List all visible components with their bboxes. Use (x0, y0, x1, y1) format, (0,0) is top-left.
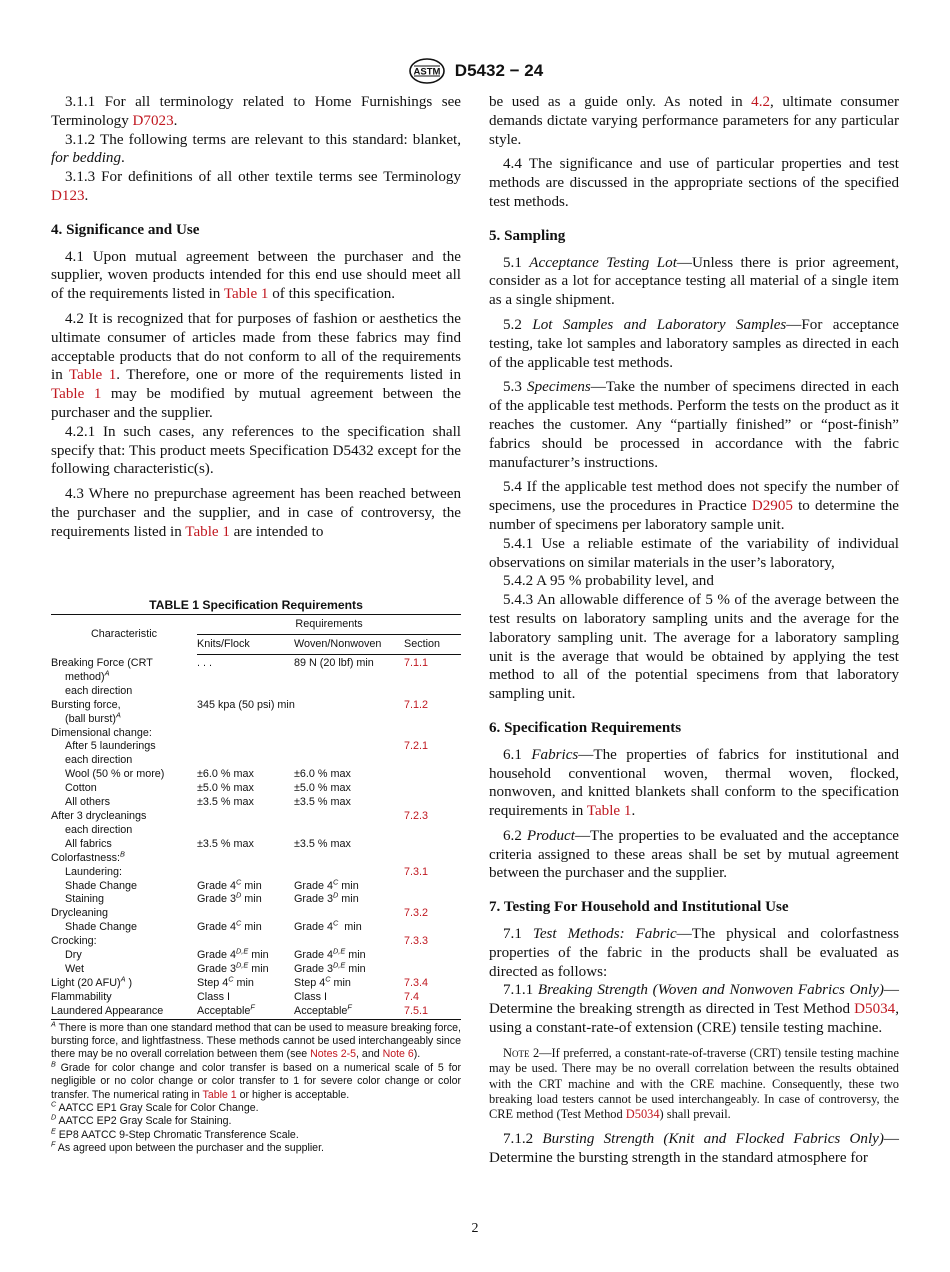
spec-table (51, 614, 461, 1020)
table-row: Shade Change Grade $4^C$ min Grade $4^C$ min (65, 918, 362, 934)
heading-section-4: 4. Significance and Use (51, 221, 200, 238)
section-link[interactable]: 7.3.3 (404, 935, 429, 948)
para-4-2-1: 4.2.1 In such cases, any references to the specification shall specify that: This product meets Specification D5432 except for the following characteristic(s). (51, 423, 461, 478)
note-2: Note 2—If preferred, a constant-rate-of-traverse (CRT) tensile testing machine may be used. There may be no overall correlation between the results obtained with the CRT machine and with the CRE machine. Consequently, these two breaking load testers cannot be used interchangeably. In case of controversy, the CRE method (Test Method D5034) shall prevail. (489, 1045, 899, 1122)
para-3-1-2: 3.1.2 The following terms are relevant to this standard: blanket, for bedding. (51, 131, 461, 167)
footnote-b: $^B$ Grade for color change and color transfer is based on a numerical scale of 5 for negligible or no color change or color transfer to 1 for severe color change or color transfer. The numerical rating in Table 1 or higher is acceptable. (51, 1059, 461, 1101)
link-d7023[interactable]: D7023 (132, 112, 174, 129)
link-table-1[interactable]: Table 1 (586, 803, 632, 820)
section-link[interactable]: 7.2.1 (404, 740, 429, 753)
para-5-4-3: 5.4.3 An allowable difference of 5 % of the average between the test results on laboratory sampling units and the average for the laboratory sampling unit. The average for a laboratory sampling unit is the average that would be obtained by applying the test method to all of the potential specimens from that laboratory sampling unit. (489, 592, 899, 703)
section-link[interactable]: 7.2.3 (404, 809, 429, 822)
footnote-f: $^F$ As agreed upon between the purchaser and the supplier. (51, 1139, 324, 1155)
link-table-1[interactable]: Table 1 (185, 523, 230, 540)
section-link[interactable]: 7.1.2 (404, 698, 429, 711)
table-row: Staining Grade $3^D$ min Grade $3^D$ min (65, 890, 359, 906)
section-link[interactable]: 7.3.4 (404, 976, 429, 989)
table-row: Colorfastness:$^B$ (51, 849, 125, 864)
link-table-1[interactable]: Table 1 (68, 367, 117, 384)
table-row: Light (20 AFU)$^A$ ) Step $4^C$ min Step $4^C$ min 7.3.4 (51, 974, 429, 989)
table-row: method)$^A$ (65, 668, 110, 683)
right-column (489, 93, 899, 1167)
para-6-1: 6.1 Fabrics—The properties of fabrics for institutional and household conventional woven, thermal woven, flocked, nonwoven, and knitted blankets shall conform to the specification requirements in Table 1. (489, 746, 899, 820)
col-knits-flock: Knits/Flock (197, 635, 294, 655)
col-woven-nonwoven: Woven/Nonwoven (294, 635, 404, 655)
col-characteristic: Characteristic (51, 615, 197, 655)
col-section: Section (404, 635, 461, 655)
link-d123[interactable]: D123 (51, 187, 85, 204)
table-row: All others ±3.5 % max ±3.5 % max (65, 796, 351, 809)
footnote-c: $^C$ AATCC EP1 Gray Scale for Color Change. (51, 1099, 259, 1114)
table-row: Bursting force, 345 kpa (50 psi) min 7.1.2 (51, 698, 429, 711)
table-1 (51, 596, 461, 1156)
para-5-3: 5.3 Specimens—Take the number of specimens directed in each of the applicable test methods. Perform the tests on the product as it reaches the customer. Any “partially finished” or “post-finish” fabrics should be processed in accordance with the fabric manufacturer’s instructions. (489, 379, 900, 471)
para-5-4: 5.4 If the applicable test method does not specify the number of specimens, use the procedures in Practice D2905 to determine the number of specimens per laboratory sample unit. (489, 479, 899, 533)
table-row: Cotton ±5.0 % max ±5.0 % max (65, 782, 351, 795)
section-link[interactable]: 7.3.2 (404, 907, 429, 920)
section-link[interactable]: 7.4 (404, 990, 420, 1003)
table-row: Laundering: 7.3.1 (65, 865, 429, 878)
table-row: (ball burst)$^A$ (65, 710, 121, 725)
link-d5034[interactable]: D5034 (625, 1107, 660, 1122)
document-code: D5432 − 24 (454, 61, 544, 80)
link-d2905[interactable]: D2905 (751, 498, 793, 515)
footnote-d: $^D$ AATCC EP2 Gray Scale for Staining. (51, 1112, 232, 1128)
para-3-1-3: 3.1.3 For definitions of all other textile terms see Terminology D123. (51, 169, 461, 204)
para-5-4-1: 5.4.1 Use a reliable estimate of the variability of individual observations on similar materials in the user’s laboratory, (489, 535, 899, 571)
table-row: Drycleaning 7.3.2 (51, 907, 429, 920)
para-3-1-1: 3.1.1 For all terminology related to Home Furnishings see Terminology D7023. (51, 94, 461, 129)
section-link[interactable]: 7.5.1 (404, 1004, 429, 1017)
para-4-3: 4.3 Where no prepurchase agreement has been reached between the purchaser and the supplier, and in case of controversy, the requirements listed in Table 1 are intended to (51, 486, 461, 540)
page-header (0, 57, 950, 85)
table-row: each direction (65, 823, 133, 836)
table-row: Crocking: 7.3.3 (51, 935, 429, 948)
table-footnotes (51, 1019, 461, 1156)
table-title: TABLE 1 Specification Requirements (149, 598, 363, 612)
para-4-1: 4.1 Upon mutual agreement between the purchaser and the supplier, woven products intended for this end use should meet all of the requirements listed in Table 1 of this specification. (51, 248, 461, 303)
table-row: After 5 launderings 7.2.1 (65, 740, 429, 753)
heading-section-5: 5. Sampling (489, 227, 566, 244)
para-5-1: 5.1 Acceptance Testing Lot—Unless there is prior agreement, consider as a lot for acceptance testing all material of a single item as a single shipment. (489, 254, 899, 309)
para-7-1-1: 7.1.1 Breaking Strength (Woven and Nonwoven Fabrics Only)—Determine the breaking strength as directed in Test Method D5034, using a constant-rate-of extension (CRE) tensile testing machine. (489, 982, 899, 1037)
table-row: Wool (50 % or more) ±6.0 % max ±6.0 % max (65, 768, 351, 781)
link-table-1[interactable]: Table 1 (202, 1088, 237, 1101)
astm-logo-text: ASTM (413, 66, 441, 78)
table-row: Wet Grade $3^{D,E}$ min Grade $3^{D,E}$ min (65, 960, 366, 975)
link-table-1[interactable]: Table 1 (223, 286, 269, 303)
section-link[interactable]: 7.3.1 (404, 865, 429, 878)
astm-logo-icon (407, 57, 447, 85)
table-row: All fabrics ±3.5 % max ±3.5 % max (65, 837, 351, 850)
page-number: 2 (471, 1221, 479, 1236)
table-row: Flammability Class I Class I 7.4 (51, 990, 420, 1003)
para-5-4-2: 5.4.2 A 95 % probability level, and (503, 573, 714, 590)
left-column (51, 93, 461, 542)
heading-section-6: 6. Specification Requirements (489, 719, 682, 736)
link-notes-2-5[interactable]: Notes 2-5 (310, 1048, 357, 1061)
para-4-2: 4.2 It is recognized that for purposes of fashion or aesthetics the ultimate consumer of articles made from these fabrics may find acceptable products that do not conform to all of the requirements in Table 1. Therefore, one or more of the requirements listed in Table 1 may be modified by mutual agreement between the purchaser and the supplier. (51, 310, 462, 421)
link-note-6[interactable]: Note 6 (382, 1048, 414, 1061)
heading-section-7: 7. Testing For Household and Institutional Use (489, 899, 789, 916)
table-row: After 3 drycleanings 7.2.3 (51, 809, 429, 822)
link-section-4-2[interactable]: 4.2 (751, 94, 771, 110)
para-7-1: 7.1 Test Methods: Fabric—The physical and colorfastness properties of the fabric in the products shall be evaluated as directed as follows: (489, 926, 899, 980)
col-requirements: Requirements (197, 615, 461, 635)
para-6-2: 6.2 Product—The properties to be evaluated and the acceptance criteria assigned to these areas shall be set by mutual agreement between the purchaser and the supplier. (489, 827, 899, 882)
footnote-a: $^A$ There is more than one standard method that can be used to measure breaking force, bursting force, and lightfastness. These methods cannot be used interchangeably since there may be no overall correlation between them (see Notes 2-5, and Note 6). (51, 1019, 461, 1061)
table-row: Breaking Force (CRT . . . 89 N (20 lbf) min 7.1.1 (51, 656, 429, 669)
table-row: Dry Grade $4^{D,E}$ min Grade $4^{D,E}$ min (65, 946, 366, 962)
link-table-1[interactable]: Table 1 (51, 386, 102, 403)
footnote-e: $^E$ EP8 AATCC 9-Step Chromatic Transference Scale. (51, 1126, 299, 1141)
table-row: each direction (65, 754, 133, 767)
para-7-1-2: 7.1.2 Bursting Strength (Knit and Flocked Fabrics Only)—Determine the bursting strength in the standard atmosphere for (489, 1130, 899, 1166)
link-d5034[interactable]: D5034 (854, 1001, 896, 1018)
table-row: Laundered Appearance Acceptable$^F$ Acceptable$^F$ 7.5.1 (51, 1005, 461, 1019)
section-link[interactable]: 7.1.1 (404, 657, 429, 669)
para-4-4: 4.4 The significance and use of particular properties and test methods are discussed in the appropriate sections of the specified test methods. (489, 156, 899, 210)
para-4-3-cont: be used as a guide only. As noted in 4.2, ultimate consumer demands dictate varying performance parameters for any particular style. (489, 94, 899, 148)
para-5-2: 5.2 Lot Samples and Laboratory Samples—For acceptance testing, take lot samples and laboratory samples as directed in each of the applicable test methods. (489, 316, 899, 371)
table-row: Dimensional change: (51, 726, 152, 739)
table-row: each direction (65, 684, 133, 697)
table-row: Shade Change Grade $4^C$ min Grade $4^C$ min (65, 876, 359, 892)
